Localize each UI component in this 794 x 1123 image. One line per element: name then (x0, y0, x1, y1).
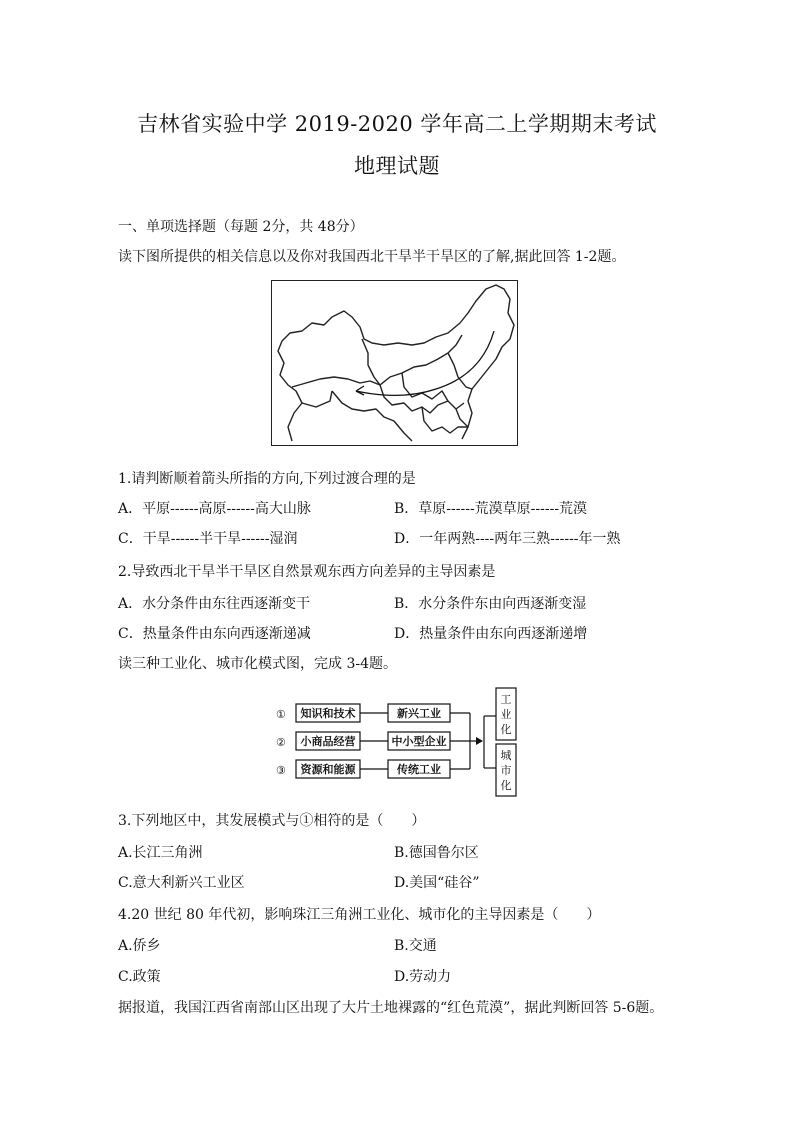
flow-row-2-number: ② (276, 736, 286, 749)
flow-out-bottom-char-2: 市 (500, 764, 512, 777)
q4-stem: 4.20 世纪 80 年代初，影响珠江三角洲工业化、城市化的主导因素是（ ） (118, 907, 601, 923)
q1-option-a: A．平原------高原------高大山脉 (118, 501, 311, 517)
northwest-china-map (271, 280, 518, 446)
industrialization-flow-diagram (270, 686, 530, 798)
q2-option-a: A．水分条件由东往西逐渐变干 (118, 596, 311, 612)
map-direction-arrow (356, 331, 494, 395)
flow-out-bottom-char-1: 城 (500, 749, 512, 762)
map-national-border (282, 285, 514, 439)
intro-5-6: 据报道，我国江西省南部山区出现了大片土地裸露的“红色荒漠”，据此判断回答 5-6题。 (118, 1000, 664, 1016)
q3-option-b: B.德国鲁尔区 (394, 845, 479, 861)
exam-subtitle: 地理试题 (354, 154, 440, 178)
q2-option-b: B．水分条件东由向西逐渐变湿 (394, 596, 587, 612)
flow-row-1-number: ① (276, 708, 286, 721)
map-province-line-6 (332, 391, 412, 441)
intro-3-4: 读三种工业化、城市化模式图，完成 3-4题。 (118, 656, 397, 672)
q3-stem: 3.下列地区中，其发展模式与①相符的是（ ） (118, 813, 426, 829)
q1-option-d: D．一年两熟----两年三熟------年一熟 (394, 531, 621, 547)
q1-option-c: C．干旱------半干旱------湿润 (118, 531, 298, 547)
map-south-border (278, 341, 302, 441)
q2-option-c: C．热量条件由东向西逐渐递减 (118, 626, 311, 642)
flow-target-3: 传统工业 (397, 763, 441, 776)
q4-option-d: D.劳动力 (394, 969, 452, 985)
flow-out-top-char-2: 业 (500, 708, 512, 721)
q2-option-d: D．热量条件由东向西逐渐递增 (394, 626, 588, 642)
flow-source-3: 资源和能源 (300, 763, 356, 776)
section-heading: 一、单项选择题（每题 2分，共 48分） (118, 219, 364, 235)
q1-stem: 1.请判断顺着箭头所指的方向,下列过渡合理的是 (118, 471, 416, 487)
map-province-line-1 (292, 377, 380, 387)
q3-option-c: C.意大利新兴工业区 (118, 875, 245, 891)
flow-arrow-head (476, 737, 483, 745)
map-province-line-3 (380, 335, 462, 385)
q4-option-b: B.交通 (394, 938, 437, 954)
q3-option-a: A.长江三角洲 (118, 845, 203, 861)
map-drawing (272, 281, 516, 444)
flow-target-1: 新兴工业 (397, 707, 441, 720)
q3-option-d: D.美国“硅谷” (394, 875, 480, 891)
map-province-line-4 (402, 373, 464, 409)
map-province-line-9 (456, 409, 468, 427)
q2-stem: 2.导致西北干旱半干旱区自然景观东西方向差异的主导因素是 (118, 564, 496, 580)
flow-out-top-char-3: 化 (500, 723, 512, 736)
flow-row-3-number: ③ (276, 764, 286, 777)
flow-target-2: 中小型企业 (391, 735, 447, 748)
map-arrow-head (356, 386, 364, 395)
q4-option-c: C.政策 (118, 969, 161, 985)
flow-out-bottom-char-3: 化 (500, 779, 512, 792)
q1-option-b: B．草原------荒漠草原------荒漠 (394, 501, 588, 517)
flow-out-top-char-1: 工 (500, 693, 512, 706)
map-province-line-2 (362, 339, 448, 413)
map-province-line-8 (302, 391, 332, 407)
exam-title: 吉林省实验中学 2019-2020 学年高二上学期期末考试 (137, 112, 657, 136)
intro-1-2: 读下图所提供的相关信息以及你对我国西北干旱半干旱区的了解,据此回答 1-2题。 (118, 249, 626, 265)
q4-option-a: A.侨乡 (118, 938, 161, 954)
flow-source-2: 小商品经营 (300, 735, 356, 748)
flow-source-1: 知识和技术 (300, 707, 356, 720)
